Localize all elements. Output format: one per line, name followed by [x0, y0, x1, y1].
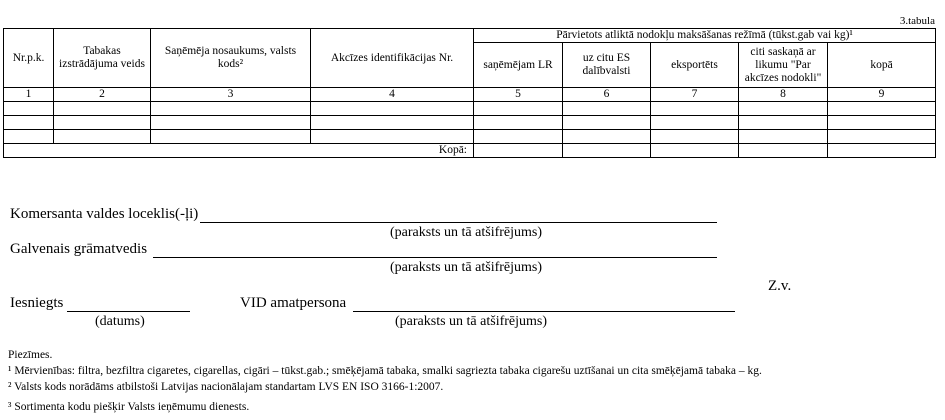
board-member-signature-line[interactable] [200, 222, 717, 223]
col-header-recipient: Saņēmēja nosaukums, valsts kods² [151, 29, 311, 88]
column-number: 5 [474, 88, 563, 102]
table-cell[interactable] [474, 116, 563, 130]
col-header-recipient-lr: saņēmējam LR [474, 43, 563, 88]
submitted-date-line[interactable] [67, 311, 190, 312]
total-cell[interactable] [651, 144, 739, 158]
accountant-label: Galvenais grāmatvedis [10, 241, 148, 257]
board-member-label: Komersanta valdes loceklis(-ļi) [10, 206, 199, 222]
vid-official-label: VID amatpersona [240, 295, 347, 311]
total-cell[interactable] [739, 144, 828, 158]
table-cell[interactable] [151, 102, 311, 116]
vid-official-signature-line[interactable] [353, 311, 735, 312]
table-row [4, 116, 936, 130]
table-cell[interactable] [474, 130, 563, 144]
col-group-header-deferred: Pārvietots atliktā nodokļu maksāšanas režīmā (tūkst.gab vai kg)¹ [474, 29, 936, 43]
table-cell[interactable] [54, 102, 151, 116]
total-row [4, 144, 936, 158]
col-header-other-law: citi saskaņā ar likumu "Par akcīzes nodokli" [739, 43, 828, 88]
table-cell[interactable] [4, 102, 54, 116]
submitted-label: Iesniegts [10, 295, 64, 311]
notes-heading: Piezīmes. [8, 349, 53, 361]
column-number: 3 [151, 88, 311, 102]
table-cell[interactable] [739, 130, 828, 144]
footnote-2: ² Valsts kods norādāms atbilstoši Latvijas nacionālajam standartam LVS EN ISO 3166-1:2007. [8, 381, 444, 393]
total-cell[interactable] [828, 144, 936, 158]
table-cell[interactable] [828, 130, 936, 144]
table-cell[interactable] [563, 130, 651, 144]
col-header-product-type: Tabakas izstrādājuma veids [54, 29, 151, 88]
col-header-total: kopā [828, 43, 936, 88]
seal-label: Z.v. [768, 278, 792, 294]
excise-table [3, 28, 936, 158]
table-cell[interactable] [311, 102, 474, 116]
signature-caption: (paraksts un tā atšifrējums) [390, 260, 543, 275]
total-cell[interactable] [474, 144, 563, 158]
total-label: Kopā: [4, 144, 474, 158]
signature-caption: (paraksts un tā atšifrējums) [395, 314, 548, 329]
table-cell[interactable] [739, 116, 828, 130]
table-cell[interactable] [828, 116, 936, 130]
table-cell[interactable] [151, 130, 311, 144]
table-cell[interactable] [563, 116, 651, 130]
column-number: 4 [311, 88, 474, 102]
table-cell[interactable] [651, 102, 739, 116]
col-header-excise-id: Akcīzes identifikācijas Nr. [311, 29, 474, 88]
col-header-nr: Nr.p.k. [4, 29, 54, 88]
table-number-label: 3.tabula [899, 15, 935, 27]
col-header-other-eu: uz citu ES dalībvalsti [563, 43, 651, 88]
date-caption: (datums) [95, 314, 145, 329]
table-cell[interactable] [563, 102, 651, 116]
footnote-3: ³ Sortimenta kodu piešķir Valsts ieņēmumu dienests. [8, 401, 250, 413]
column-number: 8 [739, 88, 828, 102]
column-number: 6 [563, 88, 651, 102]
column-number-row [4, 88, 936, 102]
total-cell[interactable] [563, 144, 651, 158]
signature-caption: (paraksts un tā atšifrējums) [390, 225, 543, 240]
table-cell[interactable] [311, 116, 474, 130]
table-cell[interactable] [54, 116, 151, 130]
column-number: 1 [4, 88, 54, 102]
column-number: 9 [828, 88, 936, 102]
table-row [4, 102, 936, 116]
column-number: 2 [54, 88, 151, 102]
table-cell[interactable] [151, 116, 311, 130]
table-cell[interactable] [311, 130, 474, 144]
table-cell[interactable] [651, 116, 739, 130]
col-header-exported: eksportēts [651, 43, 739, 88]
table-cell[interactable] [651, 130, 739, 144]
table-cell[interactable] [4, 130, 54, 144]
table-cell[interactable] [739, 102, 828, 116]
column-number: 7 [651, 88, 739, 102]
footnote-1: ¹ Mērvienības: filtra, bezfiltra cigaretes, cigarellas, cigāri – tūkst.gab.; smēķējamā tabaka, smalki sagriezta tabaka cigarešu uztīšanai un cita smēķējamā tabaka – kg. [8, 365, 762, 377]
table-row [4, 130, 936, 144]
table-cell[interactable] [474, 102, 563, 116]
table-cell[interactable] [4, 116, 54, 130]
table-cell[interactable] [54, 130, 151, 144]
accountant-signature-line[interactable] [153, 257, 717, 258]
table-cell[interactable] [828, 102, 936, 116]
